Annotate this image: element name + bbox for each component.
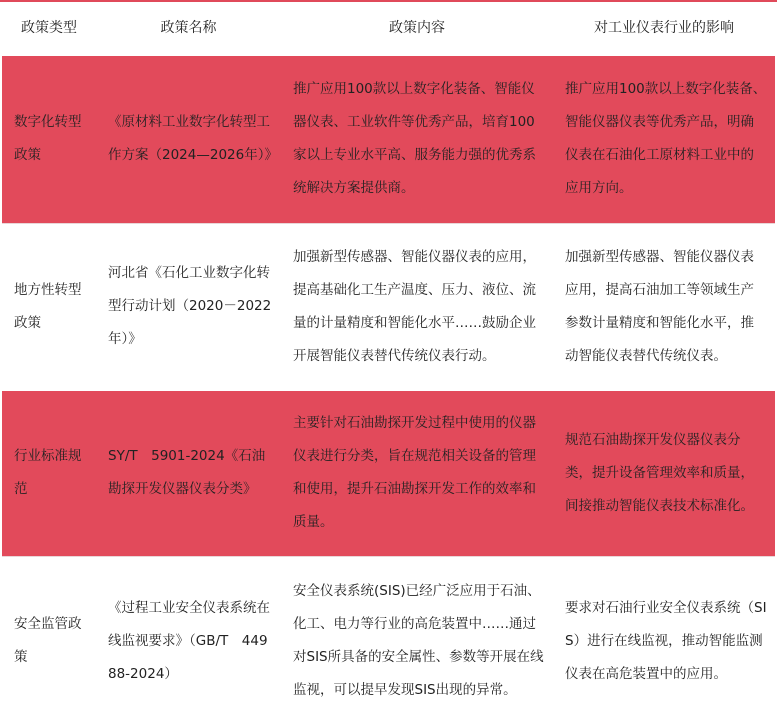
policy-impact-cell: 要求对石油行业安全仪表系统（SIS）进行在线监视，推动智能监测仪表在高危装置中的应用。 [553, 556, 775, 726]
policy-type-cell: 行业标准规范 [2, 390, 96, 556]
policy-impact-cell: 推广应用100款以上数字化装备、智能仪器仪表等优秀产品，明确仪表在石油化工原材料工业中的应用方向。 [553, 55, 775, 223]
table-header [2, 2, 775, 55]
policy-impact-cell: 规范石油勘探开发仪器仪表分类，提升设备管理效率和质量，间接推动智能仪表技术标准化。 [553, 390, 775, 556]
policy-impact-cell: 加强新型传感器、智能仪器仪表应用，提高石油加工等领域生产参数计量精度和智能化水平，推动智能仪表替代传统仪表。 [553, 223, 775, 390]
header-row [2, 2, 775, 55]
table-row [2, 223, 775, 390]
header-policy-content: 政策内容 [389, 20, 445, 37]
policy-content-cell: 推广应用100款以上数字化装备、智能仪器仪表、工业软件等优秀产品，培育100家以上专业水平高、服务能力强的优秀系统解决方案提供商。 [281, 55, 553, 223]
header-policy-name: 政策名称 [160, 20, 217, 37]
policy-type-cell: 数字化转型政策 [2, 55, 96, 223]
table-row [2, 390, 775, 556]
policy-content-cell: 主要针对石油勘探开发过程中使用的仪器仪表进行分类，旨在规范相关设备的管理和使用，提升石油勘探开发工作的效率和质量。 [281, 390, 553, 556]
table-row [2, 55, 775, 223]
policy-name-cell: 河北省《石化工业数字化转型行动计划（2020－2022年）》 [96, 223, 281, 390]
policy-name-cell: 《原材料工业数字化转型工作方案（2024—2026年）》 [96, 55, 281, 223]
policy-content-cell: 加强新型传感器、智能仪器仪表的应用，提高基础化工生产温度、压力、液位、流量的计量精度和智能化水平……鼓励企业开展智能仪表替代传统仪表行动。 [281, 223, 553, 390]
policy-type-cell: 安全监管政策 [2, 556, 96, 726]
policy-content-cell: 安全仪表系统(SIS)已经广泛应用于石油、化工、电力等行业的高危装置中……通过对SIS所具备的安全属性、参数等开展在线监视，可以提早发现SIS出现的异常。 [281, 556, 553, 726]
policy-type-cell: 地方性转型政策 [2, 223, 96, 390]
header-policy-type: 政策类型 [21, 20, 77, 37]
policy-table [2, 2, 775, 726]
header-industry-impact: 对工业仪表行业的影响 [594, 20, 734, 37]
table-row [2, 556, 775, 726]
table-body [2, 55, 775, 726]
policy-name-cell: SY/T 5901-2024《石油勘探开发仪器仪表分类》 [96, 390, 281, 556]
policy-name-cell: 《过程工业安全仪表系统在线监视要求》（GB/T 44988-2024） [96, 556, 281, 726]
